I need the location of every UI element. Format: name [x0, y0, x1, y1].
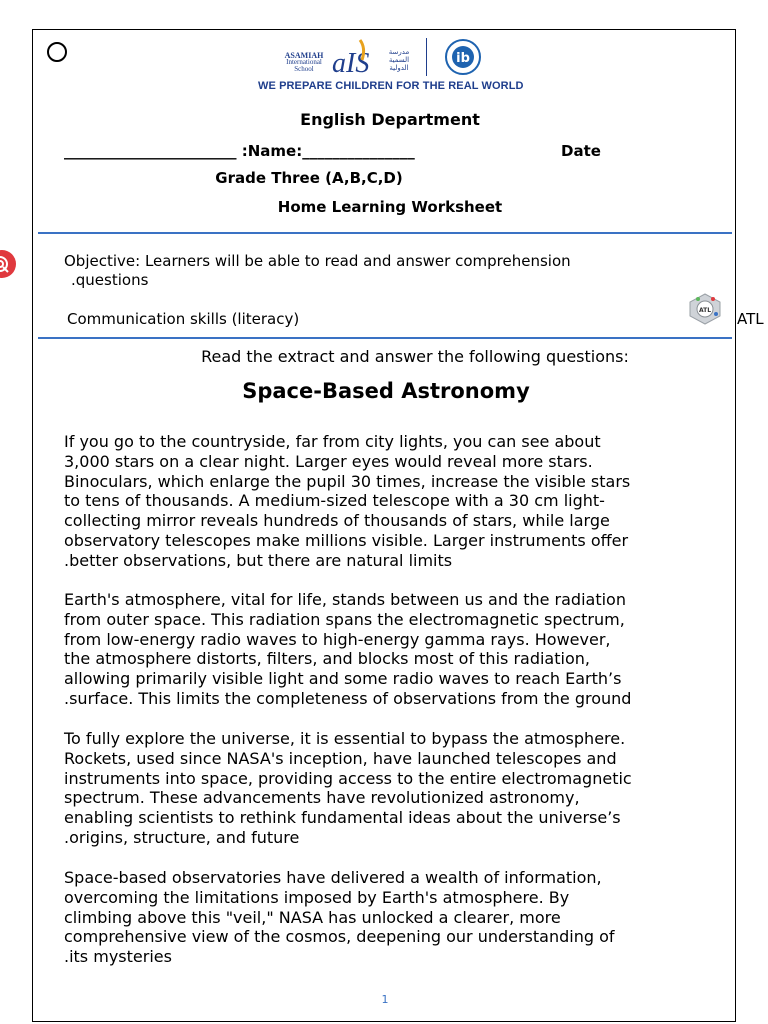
asamiah-wordmark: ASAMIAH International School — [284, 51, 324, 73]
passage-title: Space-Based Astronomy — [242, 379, 530, 403]
instruction-text: Read the extract and answer the following questions: — [201, 347, 629, 366]
worksheet-title: Home Learning Worksheet — [277, 198, 503, 216]
department-heading: English Department — [300, 110, 480, 129]
target-icon — [0, 248, 18, 280]
paragraph-4: Space-based observatories have delivered a wealth of information, overcoming the limitations imposed by Earth's atmosphere. By climbing above this "veil," NASA has unlocked a clearer, more comprehensive view of the cosmos, deepening our understanding of .its mysteries — [64, 868, 615, 967]
ais-monogram-icon — [330, 38, 376, 78]
atl-badge-text: ATL — [698, 307, 712, 314]
atl-label: ATL — [737, 310, 764, 328]
bottom-divider — [38, 337, 732, 339]
paragraph-2: Earth's atmosphere, vital for life, stands between us and the radiation from outer space. This radiation spans the electromagnetic spectrum, from low-energy radio waves to high-energy gamma rays. However, the atmosphere distorts, filters, and blocks most of this radiation, allowing primarily visible light and some radio waves to reach Earth’s .surface. This limits the completeness of observations from the ground — [64, 590, 632, 708]
page-number: 1 — [381, 993, 389, 1006]
top-divider — [38, 232, 732, 234]
ib-logo-icon — [444, 38, 482, 76]
logo-tagline: WE PREPARE CHILDREN FOR THE REAL WORLD — [258, 80, 524, 92]
ib-logo-text: ib — [456, 51, 470, 66]
ais-monogram-text: aIS — [332, 48, 370, 78]
atl-badge-icon — [686, 292, 724, 326]
school-logo — [258, 36, 524, 94]
paragraph-3: To fully explore the universe, it is essential to bypass the atmosphere. Rockets, used since NASA's inception, have launched telescopes and instruments into space, providing access to the entire electromagnetic spectrum. These advancements have revolutionized astronomy, enabling scientists to rethink fundamental ideas about the universe’s .origins, structure, and future — [64, 729, 632, 847]
paragraph-1: If you go to the countryside, far from city lights, you can see about 3,000 stars on a clear night. Larger eyes would reveal more stars. Binoculars, which enlarge the pupil 30 times, increase the visible stars to tens of thousands. A medium-sized telescope with a 30 cm light- collecting mirror reveals hundreds of thousands of stars, while large observatory telescopes make millions visible. Larger instruments offer .better observations, but there are natural limits — [64, 432, 631, 570]
objective-text: Objective: Learners will be able to read and answer comprehension .questions — [64, 252, 571, 289]
arabic-school-name: مدرسة السمية الدولية — [388, 48, 410, 72]
skills-text: Communication skills (literacy) — [67, 310, 300, 328]
grade-line: Grade Three (A,B,C,D) — [215, 169, 403, 187]
name-field-line: _______________________ :Name:_______________ — [64, 142, 415, 160]
logo-divider — [426, 38, 427, 76]
date-label: Date — [561, 142, 601, 160]
circle-mark — [47, 42, 67, 62]
